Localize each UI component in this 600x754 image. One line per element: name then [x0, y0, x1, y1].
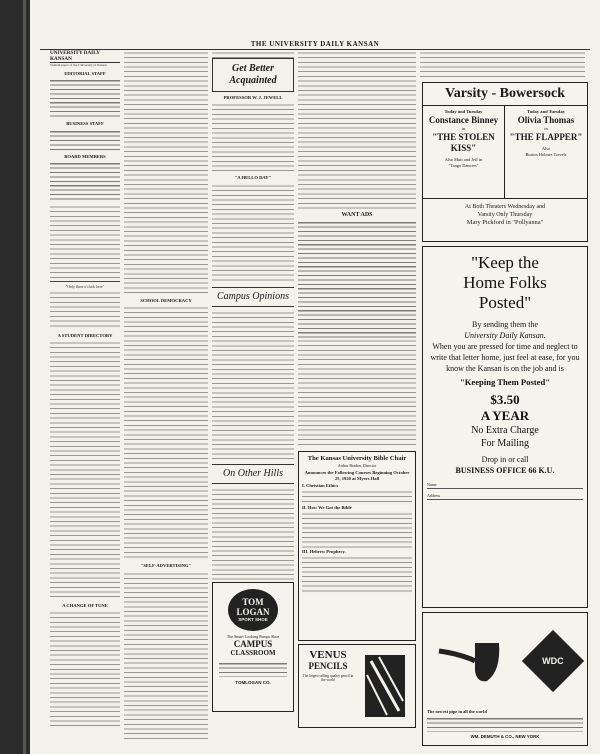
second-article-2 [124, 305, 208, 560]
school-democracy-heading: SCHOOL DEMOCRACY [140, 298, 192, 303]
varsity-left: Today and Tuesday Constance Binney in "THE STOLEN KISS" Also Mutt and Jeff in "Tango Dancers" [423, 106, 505, 198]
third-article-1 [212, 102, 294, 172]
second-column [124, 50, 208, 740]
third-article-3 [212, 310, 294, 460]
wdc-logo: WDC [522, 630, 584, 692]
left-star: Constance Binney [428, 115, 499, 125]
left-column [50, 50, 120, 740]
business-staff-heading: BUSINESS STAFF [66, 121, 104, 127]
nameplate: UNIVERSITY DAILY KANSAN [50, 50, 120, 63]
venus-pencils-ad: VENUS PENCILS The largest selling quality pencil in the world [298, 644, 416, 728]
pencil-icon [357, 645, 413, 725]
masthead: THE UNIVERSITY DAILY KANSAN [40, 40, 590, 50]
professor-heading: PROFESSOR W. J. JEWELL [223, 95, 283, 100]
subscription-price: $3.50 [490, 392, 520, 407]
tom-logan-ad: TOM LOGAN SPORT SHOE The Smart Looking Pumps Shoe CAMPUS CLASSROOM TOMLOGAN CO. [212, 582, 294, 712]
varsity-right: Today and Tuesday Olivia Thomas in "THE FLAPPER" Also Burton Holmes Travels [505, 106, 587, 198]
top-right-article [420, 50, 585, 80]
self-advertising-heading: "SELF-ADVERTISING" [140, 563, 192, 569]
left-article-1 [50, 290, 120, 330]
venus-brand: VENUS [309, 649, 347, 661]
campus-opinions-heading: Campus Opinions [212, 287, 294, 307]
recent-heading: "Only three o'clock here" [65, 284, 105, 289]
fourth-article-1 [298, 50, 416, 210]
varsity-bowersock-ad: Varsity - Bowersock Today and Tuesday Constance Binney in "THE STOLEN KISS" Also Mutt and Jeff in "Tango Dancers" Today and Tuesday Olivia Thomas in "THE FLAPPER" Also Burton Holmes Travels At Both Theaters Wednesday and Varsity Only Thursday Mary Pickford in "Pollyanna" [422, 82, 588, 242]
varsity-title: Varsity - Bowersock [423, 83, 587, 106]
venus-word: PENCILS [308, 661, 348, 671]
keep-home-folks-posted-ad: "Keep the Home Folks Posted" By sending them the University Daily Kansan. When you are pressed for time and neglect to write that letter home, just feel at ease, for you know the Kansan is on the job and is "Keeping Them Posted" $3.50 A YEAR No Extra Charge For Mailing Drop in or call BUSINESS OFFICE 66 K.U. Name Address [422, 246, 588, 608]
left-article-2 [50, 340, 120, 600]
subscription-notice [50, 204, 120, 278]
want-ads-heading: WANT ADS [341, 212, 373, 218]
change-of-tune-heading: A CHANGE OF TUNE [62, 603, 108, 609]
tom-logan-logo: TOM LOGAN SPORT SHOE [228, 589, 278, 631]
editorial-staff-heading: EDITORIAL STAFF [64, 70, 106, 76]
other-hills-heading: On Other Hills [212, 464, 294, 484]
right-film: "THE FLAPPER" [509, 132, 583, 142]
page-binding [0, 0, 30, 754]
student-directory-heading: A STUDENT DIRECTORY [57, 332, 113, 338]
left-article-3 [50, 610, 120, 730]
fourth-column [298, 50, 416, 740]
form-address-line[interactable]: Address [427, 493, 583, 500]
second-article-3 [124, 571, 208, 740]
board-members-heading: BOARD MEMBERS [64, 153, 106, 159]
pencils-illustration [357, 645, 415, 727]
second-article-1 [124, 50, 208, 295]
hello-day-heading: "A HELLO DAY" [234, 175, 272, 181]
board-members-list [50, 161, 120, 201]
get-better-acquainted-box [212, 58, 294, 92]
third-article-4 [212, 487, 294, 582]
form-name-line[interactable]: Name [427, 482, 583, 489]
third-article-2 [212, 183, 294, 283]
left-film: "THE STOLEN KISS" [432, 132, 495, 153]
fourth-article-2 [298, 338, 416, 448]
third-column [212, 50, 294, 740]
get-better-acquainted-title: Get Better Acquainted [229, 63, 277, 86]
wdc-pipe-ad: WDC The newest pipe in all the world WM. DEMUTH & CO., NEW YORK [422, 612, 588, 746]
want-ads-list [298, 220, 416, 338]
right-star: Olivia Thomas [517, 115, 575, 125]
nameplate-sub: Student paper of the University of Kansas [50, 63, 107, 67]
pipe-icon [435, 631, 507, 691]
editorial-staff-list [50, 78, 120, 118]
business-staff-list [50, 129, 120, 151]
bible-chair-ad: The Kansas University Bible Chair Arthur Braden, Director Announces the Following Courses Beginning October 25, 1920 at Myers Hall I. Christian Ethics II. How We Got the Bible III. Hebrew Prophecy. [298, 451, 416, 641]
